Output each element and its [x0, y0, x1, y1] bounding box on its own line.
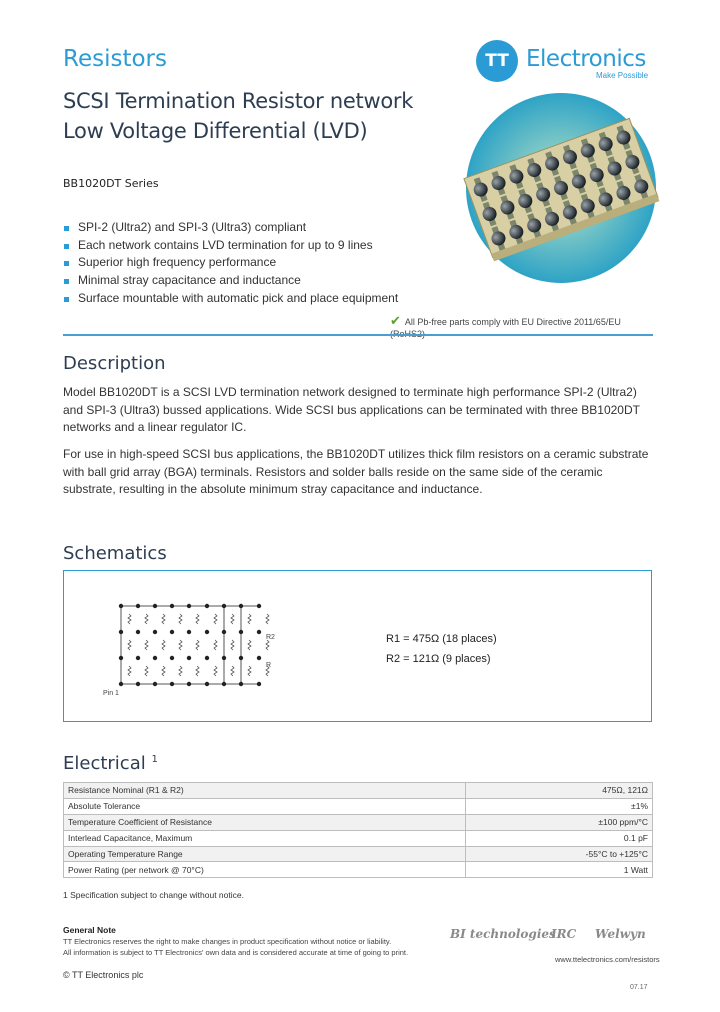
resistor-symbol	[248, 640, 251, 650]
value-cell: 475Ω, 121Ω	[465, 783, 652, 799]
node-dot	[187, 656, 191, 660]
node-dot	[222, 656, 226, 660]
resistor-symbol	[231, 666, 234, 676]
general-note-line1: TT Electronics reserves the right to make changes in product specification without notice or liability.	[63, 937, 392, 946]
node-dot	[170, 630, 174, 634]
brand-tagline: Make Possible	[596, 71, 649, 80]
rohs-leaf-icon: ✔	[390, 313, 401, 328]
node-dot	[222, 604, 226, 608]
feature-item: Each network contains LVD termination for up to 9 lines	[63, 237, 398, 255]
feature-item: Surface mountable with automatic pick and place equipment	[63, 290, 398, 308]
resistor-symbol	[231, 640, 234, 650]
divider	[63, 334, 653, 336]
node-dot	[170, 656, 174, 660]
node-dot	[239, 656, 243, 660]
resistor-symbol	[128, 640, 131, 650]
welwyn-logo: Welwyn	[595, 927, 646, 941]
resistor-symbol	[128, 614, 131, 624]
resistor-symbol	[145, 666, 148, 676]
node-dot	[119, 656, 123, 660]
copyright: © TT Electronics plc	[63, 970, 144, 980]
brand-name: Electronics	[526, 46, 646, 72]
node-dot	[187, 682, 191, 686]
node-dot	[205, 682, 209, 686]
description-paragraph-1: Model BB1020DT is a SCSI LVD termination network designed to terminate high performance SPI-2 (Ultra2) and SPI-3 (Ultra3) bussed applications. Wide SCSI bus applications can be terminated with three BB1020DT networks and a linear regulator IC.	[63, 385, 640, 434]
tt-logo-icon: TT	[476, 40, 518, 82]
node-dot	[257, 630, 261, 634]
resistor-symbol	[179, 614, 182, 624]
feature-list	[63, 219, 398, 307]
website-link[interactable]: www.ttelectronics.com/resistors	[555, 955, 660, 964]
node-dot	[153, 656, 157, 660]
node-dot	[239, 682, 243, 686]
bi-technologies-logo: BI technologies	[450, 927, 556, 941]
value-cell: ±1%	[465, 798, 652, 814]
page-code: 07.17	[630, 984, 648, 991]
r1-legend: R1 = 475Ω (18 places)	[386, 633, 497, 645]
param-cell: Temperature Coefficient of Resistance	[64, 814, 466, 830]
general-note-title: General Note	[63, 925, 116, 935]
node-dot	[170, 682, 174, 686]
resistor-symbol	[214, 614, 217, 624]
value-cell: ±100 ppm/°C	[465, 814, 652, 830]
resistor-symbol	[266, 614, 269, 624]
schematic-panel	[63, 570, 652, 722]
node-dot	[187, 604, 191, 608]
param-cell: Resistance Nominal (R1 & R2)	[64, 783, 466, 799]
resistor-symbol	[214, 666, 217, 676]
resistor-symbol	[162, 640, 165, 650]
resistor-symbol	[162, 614, 165, 624]
feature-item: SPI-2 (Ultra2) and SPI-3 (Ultra3) compliant	[63, 219, 398, 237]
node-dot	[222, 630, 226, 634]
resistor-symbol	[128, 666, 131, 676]
table-row	[64, 862, 653, 878]
table-row	[64, 846, 653, 862]
irc-logo: IRC	[551, 927, 577, 941]
product-title-line1: SCSI Termination Resistor network	[63, 89, 414, 113]
node-dot	[205, 656, 209, 660]
bullet-icon	[64, 244, 69, 249]
node-dot	[239, 604, 243, 608]
resistor-symbol	[248, 666, 251, 676]
node-dot	[119, 630, 123, 634]
resistor-symbol	[179, 640, 182, 650]
node-dot	[153, 604, 157, 608]
node-dot	[239, 630, 243, 634]
resistor-symbol	[266, 640, 269, 650]
value-cell: 1 Watt	[465, 862, 652, 878]
value-cell: -55°C to +125°C	[465, 846, 652, 862]
bullet-icon	[64, 279, 69, 284]
schematic-diagram	[94, 599, 334, 699]
series-name: BB1020DT Series	[63, 177, 159, 190]
electrical-specs-table	[63, 782, 653, 878]
param-cell: Power Rating (per network @ 70°C)	[64, 862, 466, 878]
resistor-symbol	[196, 640, 199, 650]
pin1-label: Pin 1	[103, 690, 119, 697]
category-heading: Resistors	[63, 46, 167, 72]
value-cell: 0.1 pF	[465, 830, 652, 846]
r-label: R	[266, 662, 272, 669]
electrical-heading: Electrical $^1$	[63, 753, 158, 774]
param-cell: Absolute Tolerance	[64, 798, 466, 814]
feature-item: Superior high frequency performance	[63, 254, 398, 272]
node-dot	[222, 682, 226, 686]
spec-footnote: 1 Specification subject to change without notice.	[63, 890, 244, 900]
node-dot	[257, 656, 261, 660]
general-note-line2: All information is subject to TT Electronics' own data and is considered accurate at time of going to print.	[63, 948, 409, 957]
description-paragraph-2: For use in high-speed SCSI bus applications, the BB1020DT utilizes thick film resistors on a ceramic substrate with ball grid array (BGA) terminals. Resistors and solder balls reside on the same side of the ceramic substrate, resulting in the absolute minimum stray capacitance and inductance.	[63, 447, 649, 496]
node-dot	[187, 630, 191, 634]
resistor-symbol	[145, 614, 148, 624]
node-dot	[136, 682, 140, 686]
company-logo	[476, 40, 666, 86]
node-dot	[136, 630, 140, 634]
node-dot	[257, 604, 261, 608]
bullet-icon	[64, 226, 69, 231]
node-dot	[136, 604, 140, 608]
resistor-symbol	[231, 614, 234, 624]
table-row	[64, 798, 653, 814]
node-dot	[205, 604, 209, 608]
bullet-icon	[64, 297, 69, 302]
footnote-marker: 1	[151, 754, 158, 765]
node-dot	[205, 630, 209, 634]
r2-label: R2	[266, 634, 275, 641]
resistor-symbol	[162, 666, 165, 676]
resistor-symbol	[145, 640, 148, 650]
node-dot	[257, 682, 261, 686]
resistor-symbol	[248, 614, 251, 624]
param-cell: Interlead Capacitance, Maximum	[64, 830, 466, 846]
table-row	[64, 814, 653, 830]
product-title-line2: Low Voltage Differential (LVD)	[63, 119, 368, 143]
resistor-symbol	[214, 640, 217, 650]
resistor-symbol	[196, 666, 199, 676]
table-row	[64, 783, 653, 799]
node-dot	[136, 656, 140, 660]
node-dot	[170, 604, 174, 608]
table-row	[64, 830, 653, 846]
schematics-heading: Schematics	[63, 543, 167, 564]
resistor-symbol	[179, 666, 182, 676]
r2-legend: R2 = 121Ω (9 places)	[386, 653, 491, 665]
product-photo	[456, 92, 666, 284]
bullet-icon	[64, 261, 69, 266]
description-heading: Description	[63, 353, 166, 374]
node-dot	[119, 682, 123, 686]
resistor-symbol	[196, 614, 199, 624]
node-dot	[153, 682, 157, 686]
node-dot	[153, 630, 157, 634]
param-cell: Operating Temperature Range	[64, 846, 466, 862]
rohs-note: ✔ All Pb-free parts comply with EU Directive 2011/65/EU	[390, 313, 621, 328]
feature-item: Minimal stray capacitance and inductance	[63, 272, 398, 290]
node-dot	[119, 604, 123, 608]
